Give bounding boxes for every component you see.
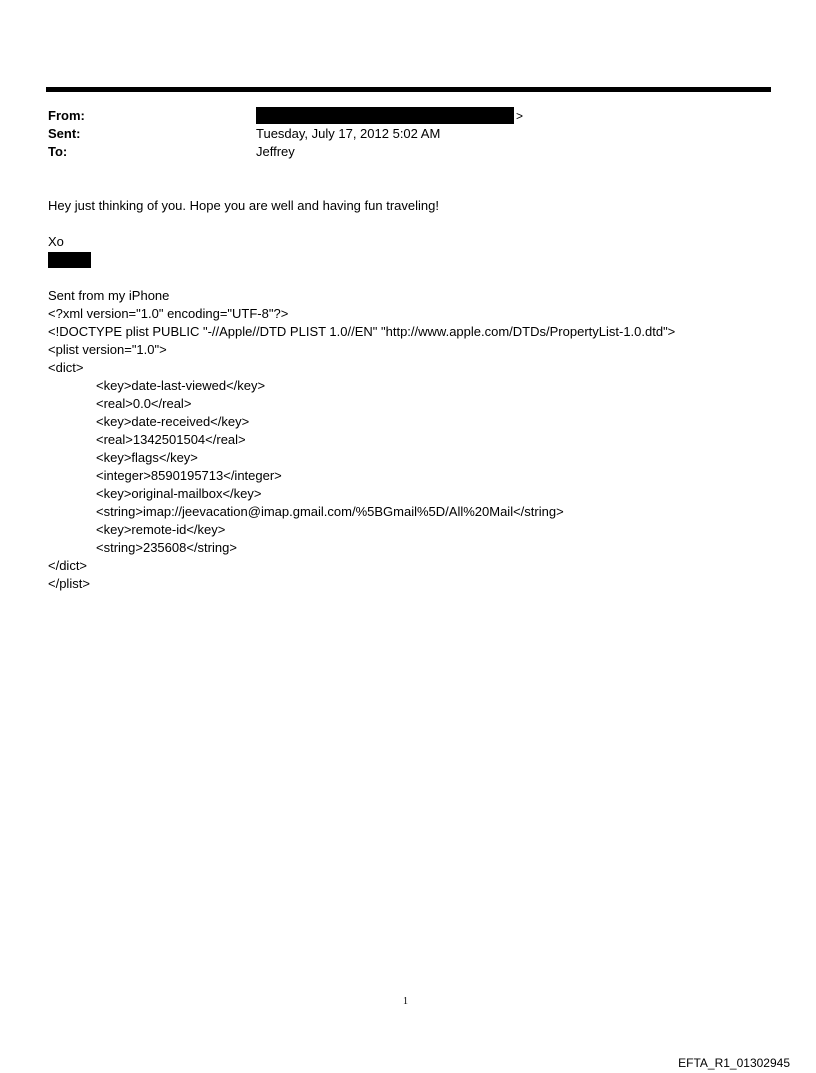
dict-open-tag: <dict> <box>48 360 84 375</box>
header-rule <box>46 87 771 92</box>
plist-entry: <key>original-mailbox</key> <box>96 486 262 501</box>
to-value: Jeffrey <box>256 144 295 159</box>
document-id: EFTA_R1_01302945 <box>678 1056 790 1070</box>
xml-declaration: <?xml version="1.0" encoding="UTF-8"?> <box>48 306 289 321</box>
plist-close-tag: </plist> <box>48 576 90 591</box>
to-label: To: <box>48 144 68 159</box>
page-number: 1 <box>403 996 408 1007</box>
redacted-signature <box>48 252 91 268</box>
plist-entry: <string>235608</string> <box>96 540 237 555</box>
plist-entry: <string>imap://jeevacation@imap.gmail.com/%5BGmail%5D/All%20Mail</string> <box>96 504 564 519</box>
dict-close-tag: </dict> <box>48 558 88 573</box>
plist-open-tag: <plist version="1.0"> <box>48 342 167 357</box>
plist-entry: <key>flags</key> <box>96 450 198 465</box>
doctype-line: <!DOCTYPE plist PUBLIC "-//Apple//DTD PLIST 1.0//EN" "http://www.apple.com/DTDs/PropertyList-1.0.dtd"> <box>48 324 676 339</box>
plist-entry: <key>date-last-viewed</key> <box>96 378 266 393</box>
from-suffix: > <box>516 109 524 123</box>
sent-label: Sent: <box>48 126 81 141</box>
plist-entry: <real>1342501504</real> <box>96 432 246 447</box>
plist-entry: <integer>8590195713</integer> <box>96 468 282 483</box>
redacted-sender <box>256 107 514 124</box>
plist-entry: <real>0.0</real> <box>96 396 192 411</box>
sent-value: Tuesday, July 17, 2012 5:02 AM <box>256 126 441 141</box>
message-text: Hey just thinking of you. Hope you are well and having fun traveling! <box>48 198 439 213</box>
plist-entry: <key>remote-id</key> <box>96 522 226 537</box>
sent-from-line: Sent from my iPhone <box>48 288 170 303</box>
plist-entry: <key>date-received</key> <box>96 414 250 429</box>
signoff-text: Xo <box>48 234 64 249</box>
from-label: From: <box>48 108 85 123</box>
